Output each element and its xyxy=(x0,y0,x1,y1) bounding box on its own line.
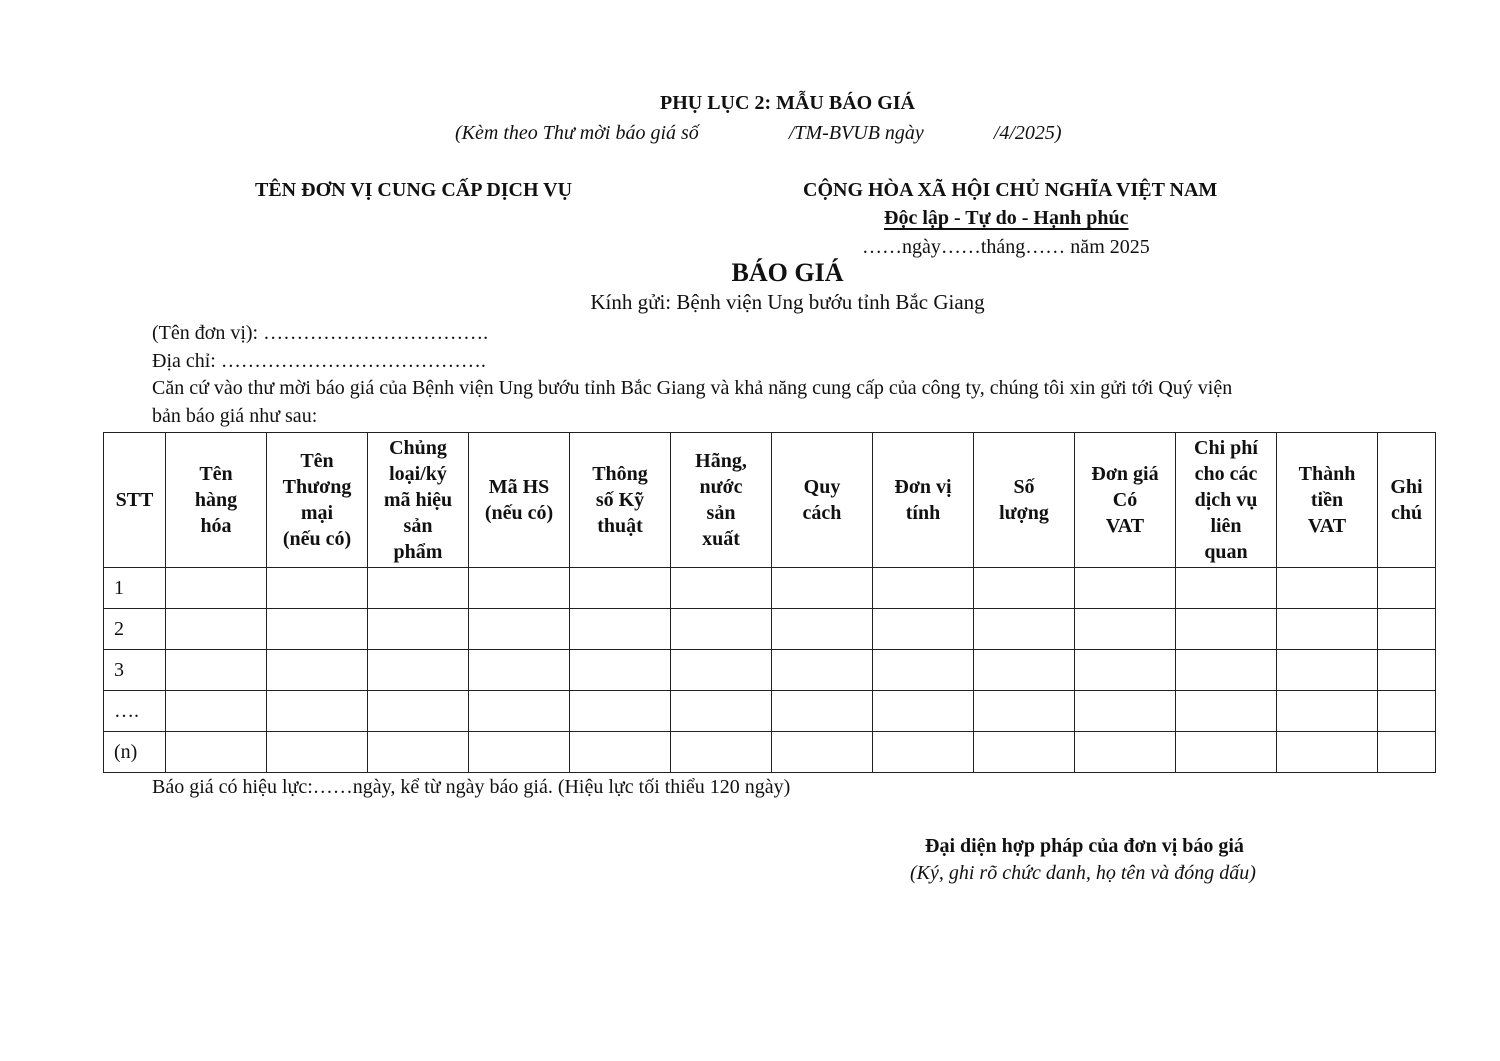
subtitle-part-2: /TM-BVUB ngày xyxy=(788,122,924,144)
table-cell[interactable] xyxy=(570,732,671,773)
validity-line: Báo giá có hiệu lực:……ngày, kể từ ngày báo giá. (Hiệu lực tối thiểu 120 ngày) xyxy=(152,776,791,798)
table-cell[interactable] xyxy=(267,691,368,732)
table-cell[interactable] xyxy=(1075,568,1176,609)
column-header-line: số Kỹ xyxy=(595,489,645,511)
column-header xyxy=(1378,433,1436,568)
column-header-line: Ghi xyxy=(1390,476,1423,498)
row-index-cell: 3 xyxy=(104,650,166,691)
table-cell[interactable] xyxy=(166,732,267,773)
table-cell[interactable] xyxy=(1176,732,1277,773)
column-header-line: Thành xyxy=(1298,463,1356,485)
table-cell[interactable] xyxy=(974,650,1075,691)
table-cell[interactable] xyxy=(267,609,368,650)
column-header-line: Tên xyxy=(199,463,233,485)
table-cell[interactable] xyxy=(570,568,671,609)
column-header-line: tính xyxy=(905,502,941,524)
column-header-line: VAT xyxy=(1307,515,1347,537)
column-header-line: liên xyxy=(1210,515,1242,537)
provider-name-heading: TÊN ĐƠN VỊ CUNG CẤP DỊCH VỤ xyxy=(255,179,573,201)
table-cell[interactable] xyxy=(1075,732,1176,773)
date-line: ……ngày……tháng…… năm 2025 xyxy=(862,236,1150,258)
table-cell[interactable] xyxy=(368,732,469,773)
column-header-line: Tên xyxy=(300,450,334,472)
table-cell[interactable] xyxy=(166,609,267,650)
table-cell[interactable] xyxy=(469,650,570,691)
column-header-line: Có xyxy=(1112,489,1138,511)
table-cell[interactable] xyxy=(873,609,974,650)
table-cell[interactable] xyxy=(873,732,974,773)
column-header-line: Đơn vị xyxy=(894,476,952,498)
national-motto: Độc lập - Tự do - Hạnh phúc xyxy=(884,207,1129,229)
column-header xyxy=(104,433,166,568)
column-header xyxy=(1176,433,1277,568)
table-cell[interactable] xyxy=(1277,691,1378,732)
table-cell[interactable] xyxy=(772,650,873,691)
table-cell[interactable] xyxy=(873,691,974,732)
table-cell[interactable] xyxy=(873,568,974,609)
table-cell[interactable] xyxy=(368,650,469,691)
quotation-table xyxy=(103,432,1436,773)
table-cell[interactable] xyxy=(671,568,772,609)
column-header-line: tiền xyxy=(1310,489,1344,511)
signer-note: (Ký, ghi rõ chức danh, họ tên và đóng dấu) xyxy=(910,862,1256,884)
table-row xyxy=(104,691,1436,732)
table-cell[interactable] xyxy=(671,732,772,773)
column-header-line: hàng xyxy=(194,489,238,511)
table-cell[interactable] xyxy=(1277,732,1378,773)
column-header-line: mã hiệu xyxy=(383,489,453,511)
table-cell[interactable] xyxy=(1378,609,1436,650)
table-cell[interactable] xyxy=(469,691,570,732)
column-header-line: dịch vụ xyxy=(1194,489,1258,511)
subtitle-part-3: /4/2025) xyxy=(993,122,1062,144)
basis-paragraph-line-1: Căn cứ vào thư mời báo giá của Bệnh viện Ung bướu tỉnh Bắc Giang và khả năng cung cấp của công ty, chúng tôi xin gửi tới Quý viện xyxy=(152,377,1233,399)
country-name-heading: CỘNG HÒA XÃ HỘI CHỦ NGHĨA VIỆT NAM xyxy=(803,179,1218,201)
column-header-line: phẩm xyxy=(393,541,443,563)
address-line: Địa chỉ: …………………………………. xyxy=(152,350,486,372)
table-cell[interactable] xyxy=(1075,609,1176,650)
table-cell[interactable] xyxy=(974,691,1075,732)
table-cell[interactable] xyxy=(1378,650,1436,691)
table-cell[interactable] xyxy=(368,609,469,650)
table-row xyxy=(104,732,1436,773)
table-cell[interactable] xyxy=(772,691,873,732)
table-cell[interactable] xyxy=(1075,691,1176,732)
column-header-line: VAT xyxy=(1105,515,1145,537)
column-header-line: quan xyxy=(1204,541,1248,563)
table-cell[interactable] xyxy=(267,650,368,691)
table-cell[interactable] xyxy=(166,650,267,691)
row-index-cell: (n) xyxy=(104,732,166,773)
table-cell[interactable] xyxy=(772,609,873,650)
column-header-line: (nếu có) xyxy=(484,502,554,524)
column-header xyxy=(974,433,1075,568)
table-row xyxy=(104,568,1436,609)
table-cell[interactable] xyxy=(1176,568,1277,609)
table-cell[interactable] xyxy=(974,609,1075,650)
column-header-line: hóa xyxy=(200,515,232,537)
column-header-line: Chủng xyxy=(389,437,447,459)
row-index-cell: …. xyxy=(104,691,166,732)
table-row xyxy=(104,650,1436,691)
row-index-cell: 1 xyxy=(104,568,166,609)
column-header-line: (nếu có) xyxy=(282,528,352,550)
table-cell[interactable] xyxy=(570,691,671,732)
table-cell[interactable] xyxy=(1378,568,1436,609)
table-cell[interactable] xyxy=(469,568,570,609)
table-cell[interactable] xyxy=(1176,650,1277,691)
table-cell[interactable] xyxy=(166,568,267,609)
table-cell[interactable] xyxy=(368,568,469,609)
table-cell[interactable] xyxy=(671,691,772,732)
column-header xyxy=(267,433,368,568)
document-title: BÁO GIÁ xyxy=(731,258,844,287)
table-cell[interactable] xyxy=(570,609,671,650)
table-cell[interactable] xyxy=(267,732,368,773)
column-header-line: Số xyxy=(1013,476,1035,498)
table-header-row xyxy=(104,433,1436,568)
column-header xyxy=(1075,433,1176,568)
column-header-line: cho các xyxy=(1194,463,1258,485)
table-cell[interactable] xyxy=(772,568,873,609)
table-cell[interactable] xyxy=(1176,609,1277,650)
column-header-line: Thương xyxy=(282,476,352,498)
column-header-line: thuật xyxy=(597,515,643,537)
table-cell[interactable] xyxy=(974,732,1075,773)
column-header-line: Mã HS xyxy=(488,476,550,498)
table-cell[interactable] xyxy=(1277,609,1378,650)
column-header-line: loại/ký xyxy=(389,463,447,485)
column-header xyxy=(1277,433,1378,568)
table-cell[interactable] xyxy=(1075,650,1176,691)
column-header xyxy=(772,433,873,568)
table-cell[interactable] xyxy=(570,650,671,691)
column-header xyxy=(166,433,267,568)
column-header-line: xuất xyxy=(702,528,740,550)
column-header-line: Thông xyxy=(592,463,648,485)
table-cell[interactable] xyxy=(772,732,873,773)
column-header-line: sản xyxy=(706,502,736,524)
column-header-line: STT xyxy=(115,489,154,511)
column-header-line: Chi phí xyxy=(1194,437,1258,459)
column-header-line: cách xyxy=(802,502,842,524)
column-header xyxy=(368,433,469,568)
unit-name-line: (Tên đơn vị): ……………………………. xyxy=(152,322,489,344)
column-header xyxy=(873,433,974,568)
basis-paragraph-line-2: bản báo giá như sau: xyxy=(152,405,318,427)
table-cell[interactable] xyxy=(1378,732,1436,773)
column-header-line: lượng xyxy=(999,502,1049,524)
signer-title: Đại diện hợp pháp của đơn vị báo giá xyxy=(925,835,1244,857)
table-cell[interactable] xyxy=(1176,691,1277,732)
table-cell[interactable] xyxy=(469,732,570,773)
table-cell[interactable] xyxy=(873,650,974,691)
table-cell[interactable] xyxy=(1277,568,1378,609)
column-header-line: nước xyxy=(699,476,743,498)
table-cell[interactable] xyxy=(1378,691,1436,732)
table-cell[interactable] xyxy=(974,568,1075,609)
column-header-line: Đơn giá xyxy=(1091,463,1159,485)
table-cell[interactable] xyxy=(368,691,469,732)
table-cell[interactable] xyxy=(671,650,772,691)
column-header-line: sản xyxy=(403,515,433,537)
table-row xyxy=(104,609,1436,650)
table-cell[interactable] xyxy=(469,609,570,650)
appendix-title: PHỤ LỤC 2: MẪU BÁO GIÁ xyxy=(660,92,915,114)
recipient-line: Kính gửi: Bệnh viện Ung bướu tỉnh Bắc Giang xyxy=(590,290,985,314)
column-header xyxy=(671,433,772,568)
row-index-cell: 2 xyxy=(104,609,166,650)
table-cell[interactable] xyxy=(1277,650,1378,691)
table-cell[interactable] xyxy=(166,691,267,732)
column-header xyxy=(570,433,671,568)
table-cell[interactable] xyxy=(267,568,368,609)
column-header-line: Hãng, xyxy=(695,450,747,472)
column-header-line: Quy xyxy=(803,476,841,498)
column-header-line: chú xyxy=(1390,502,1423,524)
appendix-subtitle xyxy=(455,122,1062,145)
table-cell[interactable] xyxy=(671,609,772,650)
column-header xyxy=(469,433,570,568)
column-header-line: mại xyxy=(300,502,334,524)
subtitle-part-1: (Kèm theo Thư mời báo giá số xyxy=(455,122,699,144)
